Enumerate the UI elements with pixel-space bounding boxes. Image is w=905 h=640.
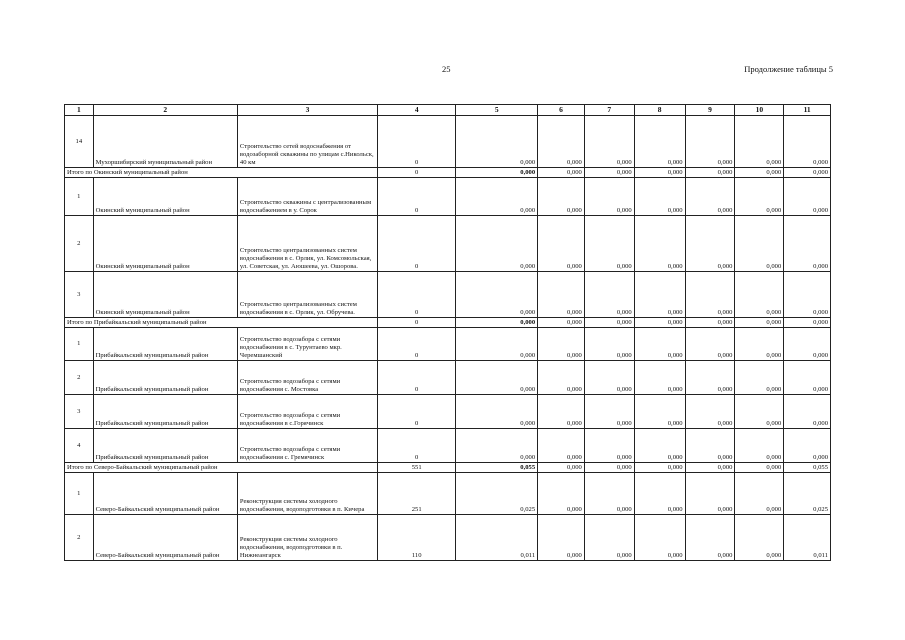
total-cell-c7: 0,000 (584, 463, 634, 473)
total-cell-c8: 0,000 (634, 168, 685, 178)
value-cell-c5: 0,000 (456, 216, 538, 272)
row-number: 3 (65, 395, 94, 429)
row-number: 1 (65, 328, 94, 361)
project-cell: Строительство скважины с централизованным водоснабжением в у. Сорок (237, 178, 377, 216)
value-cell-c4: 0 (377, 272, 456, 318)
value-cell-c8: 0,000 (634, 216, 685, 272)
value-cell-c4: 0 (377, 116, 456, 168)
value-cell-c6: 0,000 (538, 515, 585, 561)
total-cell-c8: 0,000 (634, 318, 685, 328)
value-cell-c11: 0,000 (784, 116, 831, 168)
total-cell-c5: 0,000 (456, 318, 538, 328)
total-cell-c8: 0,000 (634, 463, 685, 473)
value-cell-c5: 0,000 (456, 361, 538, 395)
project-cell: Реконструкция системы холодного водоснабжения, водоподготовки в п. Нижнеангарск (237, 515, 377, 561)
value-cell-c8: 0,000 (634, 515, 685, 561)
value-cell-c5: 0,011 (456, 515, 538, 561)
value-cell-c8: 0,000 (634, 116, 685, 168)
project-cell: Строительство централизованных систем водоснабжения в с. Орлик, ул. Обручева. (237, 272, 377, 318)
value-cell-c10: 0,000 (735, 328, 784, 361)
column-header: 6 (538, 105, 585, 116)
project-cell: Строительство водозабора с сетями водоснабжения в с.Горячинск (237, 395, 377, 429)
value-cell-c10: 0,000 (735, 216, 784, 272)
column-header: 1 (65, 105, 94, 116)
total-label: Итого по Северо-Байкальский муниципальный район (65, 463, 378, 473)
value-cell-c8: 0,000 (634, 395, 685, 429)
value-cell-c10: 0,000 (735, 395, 784, 429)
value-cell-c10: 0,000 (735, 178, 784, 216)
value-cell-c6: 0,000 (538, 216, 585, 272)
total-cell-c6: 0,000 (538, 168, 585, 178)
value-cell-c7: 0,000 (584, 328, 634, 361)
total-cell-c9: 0,000 (685, 318, 735, 328)
project-cell: Строительство централизованных систем водоснабжения в с. Орлик, ул. Комсомольская, ул. Советская, ул. Аюшеева, ул. Ошорова. (237, 216, 377, 272)
value-cell-c7: 0,000 (584, 473, 634, 515)
total-cell-c5: 0,000 (456, 168, 538, 178)
total-cell-c9: 0,000 (685, 463, 735, 473)
total-cell-c7: 0,000 (584, 168, 634, 178)
value-cell-c9: 0,000 (685, 429, 735, 463)
column-header: 9 (685, 105, 735, 116)
table-total-row (65, 168, 831, 178)
total-cell-c11: 0,055 (784, 463, 831, 473)
column-header: 7 (584, 105, 634, 116)
total-cell-c11: 0,000 (784, 168, 831, 178)
value-cell-c6: 0,000 (538, 395, 585, 429)
value-cell-c7: 0,000 (584, 515, 634, 561)
value-cell-c11: 0,011 (784, 515, 831, 561)
total-label: Итого по Окинский муниципальный район (65, 168, 378, 178)
district-cell: Прибайкальский муниципальный район (93, 361, 237, 395)
district-cell: Мухоршибирский муниципальный район (93, 116, 237, 168)
column-header: 11 (784, 105, 831, 116)
value-cell-c5: 0,000 (456, 272, 538, 318)
value-cell-c6: 0,000 (538, 473, 585, 515)
table-continuation-label: Продолжение таблицы 5 (744, 64, 833, 74)
value-cell-c10: 0,000 (735, 515, 784, 561)
column-header: 2 (93, 105, 237, 116)
value-cell-c9: 0,000 (685, 116, 735, 168)
district-cell: Окинский муниципальный район (93, 216, 237, 272)
total-cell-c10: 0,000 (735, 463, 784, 473)
value-cell-c8: 0,000 (634, 361, 685, 395)
value-cell-c10: 0,000 (735, 429, 784, 463)
value-cell-c7: 0,000 (584, 216, 634, 272)
column-header: 8 (634, 105, 685, 116)
row-number: 4 (65, 429, 94, 463)
column-header: 10 (735, 105, 784, 116)
value-cell-c5: 0,000 (456, 116, 538, 168)
project-cell: Реконструкция системы холодного водоснабжения, водоподготовки в п. Кичера (237, 473, 377, 515)
value-cell-c7: 0,000 (584, 178, 634, 216)
row-number: 14 (65, 116, 94, 168)
value-cell-c11: 0,000 (784, 328, 831, 361)
value-cell-c4: 0 (377, 216, 456, 272)
table-row (65, 116, 831, 168)
total-cell-c10: 0,000 (735, 318, 784, 328)
table-row (65, 395, 831, 429)
table-row (65, 216, 831, 272)
district-cell: Окинский муниципальный район (93, 178, 237, 216)
value-cell-c11: 0,000 (784, 395, 831, 429)
page-number: 25 (442, 64, 451, 74)
value-cell-c8: 0,000 (634, 272, 685, 318)
data-table (64, 104, 831, 561)
row-number: 2 (65, 216, 94, 272)
value-cell-c4: 0 (377, 328, 456, 361)
value-cell-c6: 0,000 (538, 272, 585, 318)
value-cell-c10: 0,000 (735, 116, 784, 168)
value-cell-c10: 0,000 (735, 473, 784, 515)
value-cell-c4: 0 (377, 395, 456, 429)
value-cell-c11: 0,025 (784, 473, 831, 515)
total-cell-c10: 0,000 (735, 168, 784, 178)
district-cell: Окинский муниципальный район (93, 272, 237, 318)
table-row (65, 515, 831, 561)
table-row (65, 272, 831, 318)
value-cell-c7: 0,000 (584, 429, 634, 463)
value-cell-c6: 0,000 (538, 116, 585, 168)
row-number: 2 (65, 515, 94, 561)
value-cell-c11: 0,000 (784, 361, 831, 395)
table-header-row (65, 105, 831, 116)
value-cell-c11: 0,000 (784, 429, 831, 463)
total-cell-c4: 0 (377, 318, 456, 328)
table-row (65, 429, 831, 463)
value-cell-c8: 0,000 (634, 328, 685, 361)
value-cell-c6: 0,000 (538, 361, 585, 395)
value-cell-c10: 0,000 (735, 272, 784, 318)
value-cell-c9: 0,000 (685, 515, 735, 561)
value-cell-c9: 0,000 (685, 272, 735, 318)
value-cell-c11: 0,000 (784, 216, 831, 272)
value-cell-c9: 0,000 (685, 395, 735, 429)
value-cell-c6: 0,000 (538, 328, 585, 361)
district-cell: Прибайкальский муниципальный район (93, 429, 237, 463)
value-cell-c7: 0,000 (584, 395, 634, 429)
value-cell-c5: 0,000 (456, 178, 538, 216)
total-cell-c6: 0,000 (538, 318, 585, 328)
table-row (65, 178, 831, 216)
total-cell-c6: 0,000 (538, 463, 585, 473)
value-cell-c5: 0,000 (456, 429, 538, 463)
value-cell-c7: 0,000 (584, 272, 634, 318)
total-cell-c9: 0,000 (685, 168, 735, 178)
row-number: 2 (65, 361, 94, 395)
value-cell-c4: 0 (377, 429, 456, 463)
total-cell-c11: 0,000 (784, 318, 831, 328)
total-cell-c7: 0,000 (584, 318, 634, 328)
value-cell-c9: 0,000 (685, 216, 735, 272)
value-cell-c8: 0,000 (634, 429, 685, 463)
total-cell-c4: 551 (377, 463, 456, 473)
value-cell-c6: 0,000 (538, 429, 585, 463)
value-cell-c7: 0,000 (584, 361, 634, 395)
project-cell: Строительство сетей водоснабжения от водозаборной скважины по улицам с.Никольск, 40 км (237, 116, 377, 168)
district-cell: Прибайкальский муниципальный район (93, 395, 237, 429)
total-label: Итого по Прибайкальский муниципальный район (65, 318, 378, 328)
column-header: 3 (237, 105, 377, 116)
value-cell-c9: 0,000 (685, 178, 735, 216)
value-cell-c6: 0,000 (538, 178, 585, 216)
table-row (65, 473, 831, 515)
table-total-row (65, 318, 831, 328)
value-cell-c4: 0 (377, 178, 456, 216)
district-cell: Северо-Байкальский муниципальный район (93, 515, 237, 561)
value-cell-c4: 251 (377, 473, 456, 515)
value-cell-c4: 0 (377, 361, 456, 395)
table-row (65, 361, 831, 395)
value-cell-c4: 110 (377, 515, 456, 561)
value-cell-c5: 0,000 (456, 395, 538, 429)
value-cell-c11: 0,000 (784, 272, 831, 318)
project-cell: Строительство водозабора с сетями водоснабжения в с. Турунтаево мкр. Черемшанский (237, 328, 377, 361)
district-cell: Прибайкальский муниципальный район (93, 328, 237, 361)
table-row (65, 328, 831, 361)
row-number: 1 (65, 473, 94, 515)
value-cell-c9: 0,000 (685, 361, 735, 395)
value-cell-c9: 0,000 (685, 328, 735, 361)
value-cell-c11: 0,000 (784, 178, 831, 216)
row-number: 1 (65, 178, 94, 216)
total-cell-c5: 0,055 (456, 463, 538, 473)
column-header: 4 (377, 105, 456, 116)
column-header: 5 (456, 105, 538, 116)
row-number: 3 (65, 272, 94, 318)
value-cell-c10: 0,000 (735, 361, 784, 395)
value-cell-c5: 0,000 (456, 328, 538, 361)
value-cell-c8: 0,000 (634, 178, 685, 216)
value-cell-c9: 0,000 (685, 473, 735, 515)
table-total-row (65, 463, 831, 473)
value-cell-c8: 0,000 (634, 473, 685, 515)
value-cell-c7: 0,000 (584, 116, 634, 168)
project-cell: Строительство водозабора с сетями водоснабжения с. Гремячинск (237, 429, 377, 463)
project-cell: Строительство водозабора с сетями водоснабжения с. Мостовка (237, 361, 377, 395)
district-cell: Северо-Байкальский муниципальный район (93, 473, 237, 515)
total-cell-c4: 0 (377, 168, 456, 178)
value-cell-c5: 0,025 (456, 473, 538, 515)
